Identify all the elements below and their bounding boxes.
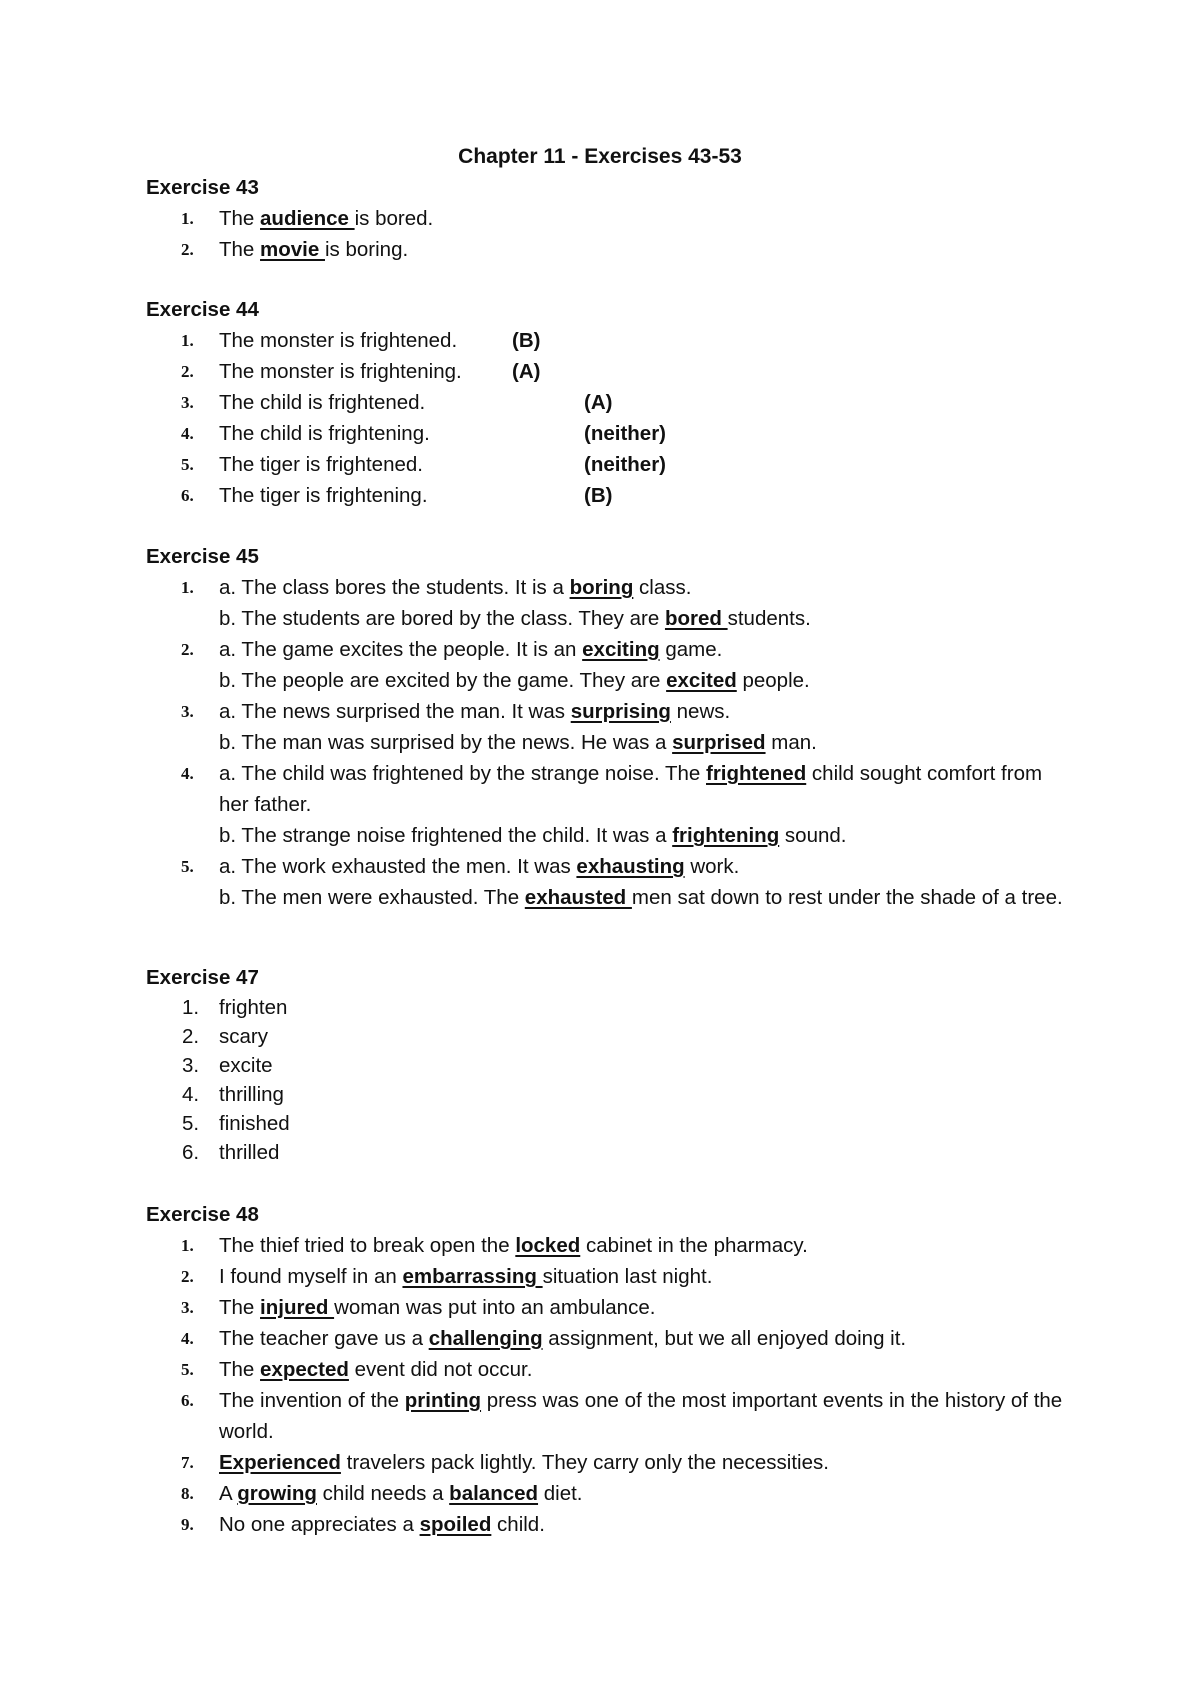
item-number: 4. (181, 1329, 194, 1348)
list-item (146, 356, 1076, 387)
item-text: excite (219, 1054, 273, 1077)
item-number: 5. (181, 857, 194, 876)
item-text-b: b. The man was surprised by the news. He was a surprised man. (219, 731, 817, 754)
answer: surprised (672, 731, 766, 754)
list-item (146, 1022, 1076, 1051)
answer-tag: (neither) (584, 453, 666, 476)
item-text: No one appreciates a spoiled child. (219, 1513, 545, 1536)
exercise-heading: Exercise 44 (146, 298, 259, 321)
answer: expected (260, 1358, 349, 1381)
list-item (146, 993, 1076, 1022)
answer: challenging (428, 1327, 543, 1350)
item-number: 1. (182, 996, 200, 1019)
answer: audience (260, 207, 355, 230)
list-item (146, 1261, 1076, 1292)
item-number: 9. (181, 1515, 194, 1534)
item-number: 6. (181, 1391, 194, 1410)
item-text-b: b. The people are excited by the game. They are excited people. (219, 669, 810, 692)
answer-tag: (neither) (584, 422, 666, 445)
item-number: 5. (181, 1360, 194, 1379)
answer: growing (237, 1482, 317, 1505)
item-text: The injured woman was put into an ambulance. (219, 1296, 656, 1319)
item-text: The thief tried to break open the locked cabinet in the pharmacy. (219, 1234, 808, 1257)
exercise-heading: Exercise 48 (146, 1203, 259, 1226)
exercise-45 (146, 541, 1076, 913)
item-text: The tiger is frightened. (219, 453, 423, 476)
answer: frightened (706, 762, 807, 785)
item-number: 8. (181, 1484, 194, 1503)
list-item (146, 851, 1076, 913)
item-text: The monster is frightening. (219, 360, 462, 383)
item-number: 2. (181, 640, 194, 659)
item-number: 4. (182, 1083, 200, 1106)
answer-tag: (A) (512, 360, 541, 383)
item-number: 4. (181, 424, 194, 443)
item-number: 2. (181, 1267, 194, 1286)
exercise-heading: Exercise 43 (146, 176, 259, 199)
answer: balanced (449, 1482, 539, 1505)
item-text: The monster is frightened. (219, 329, 458, 352)
answer-tag: (B) (584, 484, 613, 507)
item-text-a: a. The game excites the people. It is an exciting game. (219, 638, 723, 661)
exercise-heading: Exercise 45 (146, 545, 259, 568)
answer: exciting (582, 638, 660, 661)
item-number: 1. (181, 331, 194, 350)
item-number: 4. (181, 764, 194, 783)
item-text: The invention of the printing press was one of the most important events in the history of the world. (219, 1389, 1063, 1443)
item-text: The tiger is frightening. (219, 484, 428, 507)
list-item (146, 1323, 1076, 1354)
answer: exhausted (524, 886, 632, 909)
list-item (146, 1447, 1076, 1478)
item-number: 2. (182, 1025, 200, 1048)
list-item (146, 1354, 1076, 1385)
item-text: scary (219, 1025, 268, 1048)
list-item (146, 325, 1076, 356)
item-text-a: a. The work exhausted the men. It was exhausting work. (219, 855, 740, 878)
item-number: 1. (181, 1236, 194, 1255)
answer: locked (515, 1234, 581, 1257)
list-item (146, 203, 1076, 234)
list-item (146, 1080, 1076, 1109)
item-text: The audience is bored. (219, 207, 434, 230)
list-item (146, 1292, 1076, 1323)
page-title: Chapter 11 - Exercises 43-53 (458, 145, 742, 168)
item-text-a: a. The news surprised the man. It was surprising news. (219, 700, 731, 723)
item-text: The child is frightening. (219, 422, 430, 445)
list-item (146, 1478, 1076, 1509)
item-number: 3. (181, 393, 194, 412)
item-number: 3. (181, 702, 194, 721)
item-text-b: b. The students are bored by the class. They are bored students. (219, 607, 811, 630)
answer: excited (666, 669, 737, 692)
item-text-a: a. The class bores the students. It is a boring class. (219, 576, 692, 599)
list-item (146, 234, 1076, 265)
item-number: 1. (181, 578, 194, 597)
item-text: The teacher gave us a challenging assignment, but we all enjoyed doing it. (219, 1327, 907, 1350)
item-text: I found myself in an embarrassing situation last night. (219, 1265, 713, 1288)
list-item (146, 1230, 1076, 1261)
item-number: 6. (182, 1141, 200, 1164)
item-number: 5. (182, 1112, 200, 1135)
answer: embarrassing (402, 1265, 543, 1288)
list-item (146, 1385, 1076, 1447)
answer-tag: (A) (584, 391, 613, 414)
item-text-a: a. The child was frightened by the strange noise. The frightened child sought comfort from her father. (219, 762, 1043, 816)
item-text-b: b. The strange noise frightened the child. It was a frightening sound. (219, 824, 847, 847)
exercise-48 (146, 1199, 1076, 1540)
answer: exhausting (576, 855, 685, 878)
answer: surprising (570, 700, 671, 723)
answer: injured (260, 1296, 335, 1319)
item-number: 2. (181, 362, 194, 381)
exercise-43 (146, 172, 1076, 265)
item-number: 3. (181, 1298, 194, 1317)
item-text-b: b. The men were exhausted. The exhausted men sat down to rest under the shade of a tree. (219, 886, 1063, 909)
list-item (146, 480, 1076, 511)
list-item (146, 1138, 1076, 1167)
list-item (146, 696, 1076, 758)
answer: spoiled (419, 1513, 492, 1536)
exercise-44 (146, 294, 1076, 511)
item-text: thrilling (219, 1083, 284, 1106)
list-item (146, 387, 1076, 418)
list-item (146, 758, 1076, 851)
answer: bored (664, 607, 728, 630)
item-text: The movie is boring. (219, 238, 409, 261)
item-text: Experienced travelers pack lightly. They carry only the necessities. (219, 1451, 829, 1474)
item-number: 1. (181, 209, 194, 228)
item-text: frighten (219, 996, 288, 1019)
answer: printing (404, 1389, 482, 1412)
answer: movie (260, 238, 325, 261)
item-text: A growing child needs a balanced diet. (219, 1482, 583, 1505)
item-number: 6. (181, 486, 194, 505)
list-item (146, 418, 1076, 449)
item-text: thrilled (219, 1141, 280, 1164)
item-text: The child is frightened. (219, 391, 426, 414)
list-item (146, 1509, 1076, 1540)
item-number: 5. (181, 455, 194, 474)
item-number: 3. (182, 1054, 200, 1077)
answer: Experienced (219, 1451, 341, 1474)
item-number: 2. (181, 240, 194, 259)
item-text: The expected event did not occur. (219, 1358, 533, 1381)
answer: boring (569, 576, 634, 599)
answer-tag: (B) (512, 329, 541, 352)
item-number: 7. (181, 1453, 194, 1472)
answer: frightening (672, 824, 780, 847)
list-item (146, 449, 1076, 480)
list-item (146, 634, 1076, 696)
exercise-47 (146, 962, 1076, 1167)
item-text: finished (219, 1112, 290, 1135)
list-item (146, 1051, 1076, 1080)
exercise-heading: Exercise 47 (146, 966, 259, 989)
list-item (146, 1109, 1076, 1138)
list-item (146, 572, 1076, 634)
